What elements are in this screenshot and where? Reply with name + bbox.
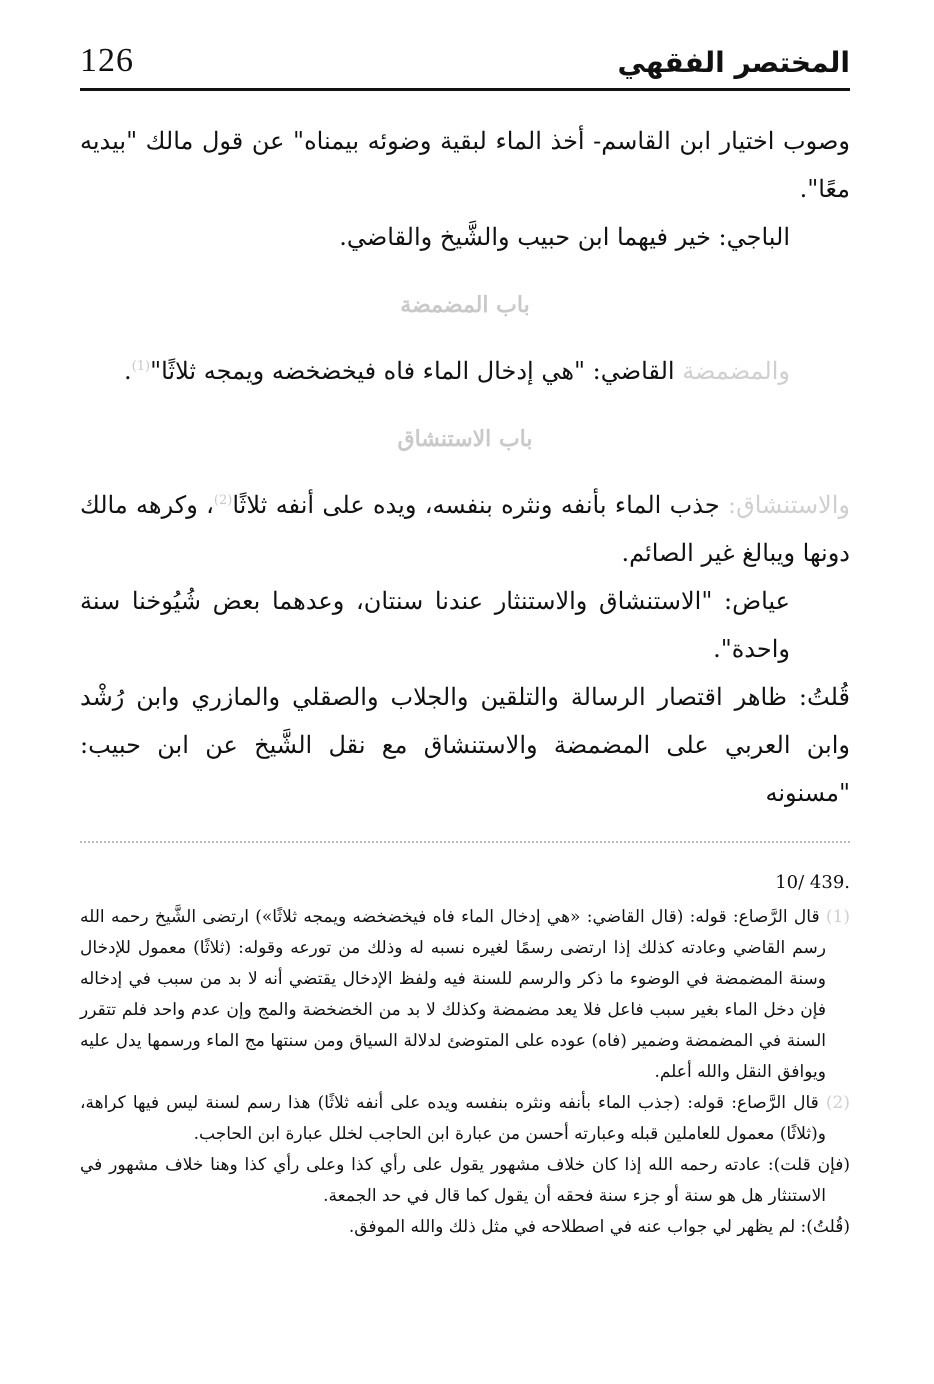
page-number: 126 [80,42,134,79]
footnote [80,902,850,1088]
footnote: (قُلتُ): لم يظهر لي جواب عنه في اصطلاحه في مثل ذلك والله الموفق. [348,1217,850,1237]
footnote-marker: (2) [213,493,233,508]
faded-lead-word: والمضمضة [682,357,790,385]
footnote-text: قال الرَّصاع: قوله: (جذب الماء بأنفه ونثره بنفسه ويده على أنفه ثلاثًا) هذا رسم لسنة ليس فيها كراهة، و(ثلاثًا) معمول للعاملين قبله وعبارته أحسن من عبارة ابن الحاجب لخلل عبارة ابن الحاجب. [80,1093,826,1144]
section-title: باب المضمضة [400,292,530,318]
paragraph: الباجي: خير فيهما ابن حبيب والشَّيخ والقاضي. [339,223,790,251]
paragraph [80,477,850,577]
paragraph-text: القاضي: "هي إدخال الماء فاه فيخضخضه ويمجه ثلاثًا" [150,357,675,385]
footnote-separator [80,841,850,843]
paragraph: وصوب اختيار ابن القاسم- أخذ الماء لبقية وضوئه بيمناه" عن قول مالك "بيديه معًا". [80,127,850,203]
paragraph [80,343,850,395]
main-text [80,117,850,817]
document-page [80,40,850,1243]
faded-lead-word: والاستنشاق: [728,491,850,519]
footnotes [80,867,850,1243]
footnote [80,1088,850,1150]
paragraph-end: ، وكرهه مالك دونها ويبالغ غير الصائم. [80,491,850,567]
paragraph-end: . [123,357,132,385]
footnote-text: قال الرَّصاع: قوله: (قال القاضي: «هي إدخال الماء فاه فيخضخضه ويمجه ثلاثًا») ارتضى الشَّيخ رحمه الله رسم القاضي وعادته كذلك إذا ارتضى رسمًا لغيره نسبه له وذلك من تورعه وقوله: (ثلاثًا) معمول للإدخال وسنة المضمضة في الوضوء ما ذكر والرسم للسنة فيه ولفظ الإدخال يقتضي أنه لا بد من سبب في إدخاله فإن دخل الماء بغير سبب فاعل فلا يعد مضمضة وكذلك لا بد من الخضخضة والمج وإن عدم واحد فلم تتقرر السنة في المضمضة وضمير (فاه) عوده على المتوضئ لدلالة السياق ومن سنتها مج الماء ورسمها يدل عليه ويوافق النقل والله أعلم. [80,907,826,1082]
paragraph: قُلتُ: ظاهر اقتصار الرسالة والتلقين والجلاب والصقلي والمازري وابن رُشْد وابن العربي على المضمضة والاستنشاق مع نقل الشَّيخ عن ابن حبيب: "مسنونه [80,683,850,807]
footnote-number: (2) [825,1093,851,1113]
paragraph: عياض: "الاستنشاق والاستنثار عندنا سنتان، وعدهما بعض شُيُوخنا سنة واحدة". [80,587,790,663]
page-header [80,40,850,91]
footnote: (فإن قلت): عادته رحمه الله إذا كان خلاف مشهور يقول على رأي كذا وعلى رأي كذا وهنا خلاف مشهور في الاستنثار هل هو سنة أو جزء سنة فحقه أن يقول كما قال في حد الجمعة. [80,1155,850,1206]
paragraph-text: جذب الماء بأنفه ونثره بنفسه، ويده على أنفه ثلاثًا [232,491,720,519]
section-title: باب الاستنشاق [397,426,533,452]
footnote-marker: (1) [131,359,151,374]
book-title: المختصر الفقهي [617,46,850,79]
footnote-reference: 10/ 439. [775,872,850,893]
footnote-number: (1) [825,907,850,927]
